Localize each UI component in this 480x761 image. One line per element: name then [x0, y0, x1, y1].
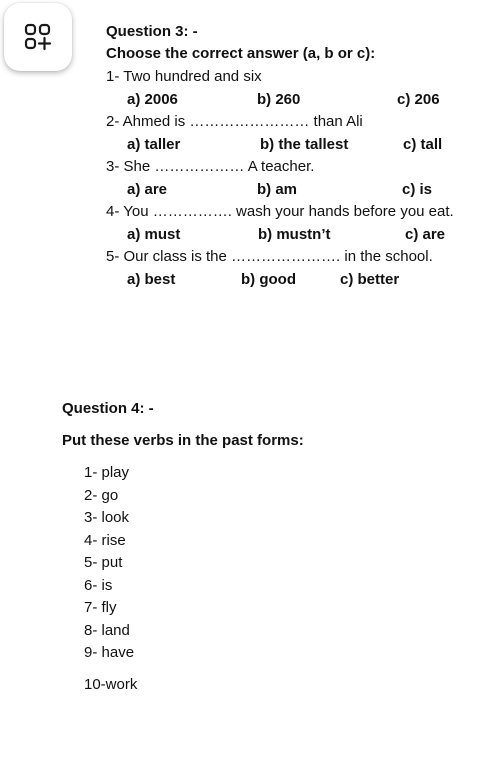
question-4-title: Question 4: - [62, 400, 154, 417]
q3-item-4-option-c: c) are [405, 226, 446, 243]
q4-verb-10: 10-work [84, 676, 138, 693]
q3-item-2-option-b: b) the tallest [260, 136, 349, 153]
q3-item-3-option-a: a) are [127, 181, 168, 198]
q4-verb-9: 9- have [84, 644, 135, 661]
q4-verb-2: 2- go [84, 487, 119, 504]
q3-item-5-option-c: c) better [340, 271, 400, 288]
q3-item-5-option-b: b) good [241, 271, 296, 288]
q3-item-1-option-c: c) 206 [397, 91, 440, 108]
q3-item-5-option-a: a) best [127, 271, 176, 288]
question-3-instruction: Choose the correct answer (a, b or c): [106, 45, 376, 62]
q3-item-3-option-c: c) is [402, 181, 433, 198]
q3-item-1-option-b: b) 260 [257, 91, 301, 108]
q3-item-1-option-a: a) 2006 [127, 91, 178, 108]
q3-item-4-option-a: a) must [127, 226, 181, 243]
q3-item-1-stem: 1- Two hundred and six [106, 68, 262, 85]
q3-item-4-option-b: b) mustn’t [258, 226, 331, 243]
q4-verb-8: 8- land [84, 622, 130, 639]
apps-add-icon [23, 22, 53, 52]
q3-item-2-stem: 2- Ahmed is …………………… than Ali [106, 113, 363, 130]
q3-item-5-stem: 5- Our class is the …………………. in the school. [106, 248, 433, 265]
q3-item-2-option-c: c) tall [403, 136, 443, 153]
q4-verb-4: 4- rise [84, 532, 126, 549]
question-3-title: Question 3: - [106, 23, 198, 40]
q3-item-3-stem: 3- She ……………… A teacher. [106, 158, 315, 175]
q4-verb-5: 5- put [84, 554, 123, 571]
q3-item-4-stem: 4- You ……………. wash your hands before you eat. [106, 203, 454, 220]
q4-verb-1: 1- play [84, 464, 130, 481]
question-4-instruction: Put these verbs in the past forms: [62, 432, 304, 449]
q4-verb-6: 6- is [84, 577, 113, 594]
q3-item-3-option-b: b) am [257, 181, 298, 198]
apps-add-button[interactable] [4, 3, 72, 71]
q4-verb-7: 7- fly [84, 599, 117, 616]
q4-verb-3: 3- look [84, 509, 130, 526]
q3-item-2-option-a: a) taller [127, 136, 181, 153]
